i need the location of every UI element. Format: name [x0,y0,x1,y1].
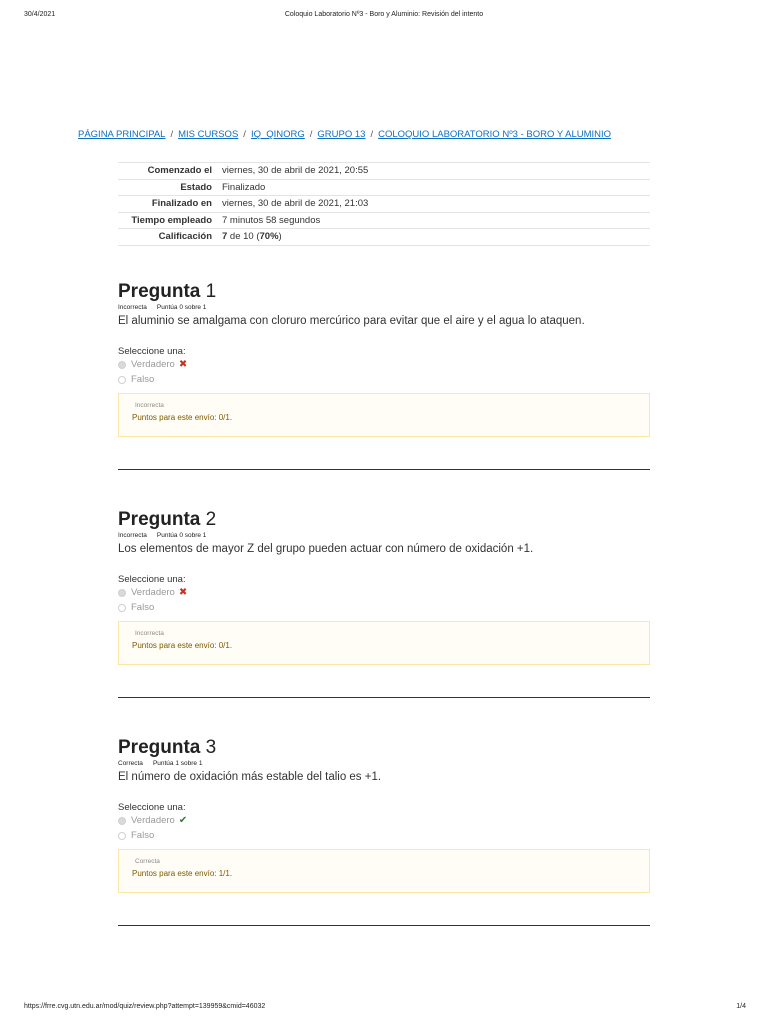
feedback-mark: Puntos para este envío: 0/1. [132,413,233,422]
question-grade: Puntúa 1 sobre 1 [152,760,203,767]
question-grade: Puntúa 0 sobre 1 [156,532,207,539]
answer-label: Falso [131,374,155,385]
cross-icon: ✖ [178,359,188,370]
print-date: 30/4/2021 [24,11,56,18]
summary-row [118,163,650,180]
question-number: 2 [205,509,217,530]
breadcrumb-course[interactable]: IQ_QINORG [250,129,305,140]
summary-row [118,196,650,213]
cross-icon: ✖ [178,587,188,598]
answer-label: Falso [131,830,155,841]
feedback-box [118,621,650,665]
summary-row [118,179,650,196]
question-title [118,281,650,303]
question-word: Pregunta [118,509,201,530]
summary-row [118,229,650,246]
print-title: Coloquio Laboratorio Nº3 - Boro y Aluminio: Revisión del intento [284,11,484,18]
answer-label: Verdadero [131,815,175,826]
question-text: El aluminio se amalgama con cloruro mercúrico para evitar que el aire y el agua lo ataquen. [118,315,585,327]
summary-value: Finalizado [222,179,650,196]
grade-points: 7 [222,231,228,243]
feedback-state: Incorrecta [135,630,164,637]
answer-label: Verdadero [131,359,175,370]
radio-unselected[interactable] [118,376,126,384]
breadcrumb-home[interactable]: PÁGINA PRINCIPAL [78,129,166,140]
summary-label: Finalizado en [118,196,222,213]
answer-option-true[interactable] [118,357,650,372]
summary-label: Estado [118,179,222,196]
radio-unselected[interactable] [118,604,126,612]
question-word: Pregunta [118,737,201,758]
question-text: Los elementos de mayor Z del grupo pueden actuar con número de oxidación +1. [118,543,534,555]
question-state: Correcta [118,760,143,767]
question-3 [118,737,650,893]
summary-value: viernes, 30 de abril de 2021, 21:03 [222,196,650,213]
breadcrumb-group[interactable]: GRUPO 13 [317,129,366,140]
answer-option-true[interactable] [118,813,650,828]
radio-unselected[interactable] [118,832,126,840]
feedback-mark: Puntos para este envío: 1/1. [132,869,233,878]
question-number: 3 [205,737,217,758]
radio-selected[interactable] [118,817,126,825]
grade-of: de 10 ( [227,231,260,243]
attempt-summary-table [118,162,650,246]
answer-label: Falso [131,602,155,613]
summary-label: Tiempo empleado [118,212,222,229]
question-state: Incorrecta [118,304,147,311]
question-title [118,737,650,759]
summary-row [118,212,650,229]
summary-value: viernes, 30 de abril de 2021, 20:55 [222,163,650,180]
answer-label: Verdadero [131,587,175,598]
summary-label: Calificación [118,229,222,246]
question-title [118,509,650,531]
question-state: Incorrecta [118,532,147,539]
question-grade: Puntúa 0 sobre 1 [156,304,207,311]
grade-percent: 70% [259,231,279,243]
answer-option-false[interactable] [118,828,650,843]
print-page-number: 1/4 [736,1003,746,1010]
answer-option-false[interactable] [118,600,650,615]
breadcrumb [78,129,611,140]
breadcrumb-separator: / [309,129,313,140]
summary-label: Comenzado el [118,163,222,180]
answer-option-false[interactable] [118,372,650,387]
breadcrumb-separator: / [370,129,374,140]
answer-prompt: Seleccione una: [118,574,186,585]
grade-close: ) [278,231,282,243]
question-1 [118,281,650,437]
question-divider [118,697,650,698]
radio-selected[interactable] [118,589,126,597]
breadcrumb-separator: / [243,129,246,140]
feedback-state: Correcta [135,858,160,865]
question-info [118,532,650,542]
question-number: 1 [205,281,217,302]
question-info [118,304,650,314]
question-word: Pregunta [118,281,201,302]
question-divider [118,469,650,470]
print-url: https://frre.cvg.utn.edu.ar/mod/quiz/review.php?attempt=139959&cmid=46032 [24,1003,266,1010]
grade-value [222,229,650,246]
breadcrumb-my-courses[interactable]: MIS CURSOS [178,129,239,140]
question-2 [118,509,650,665]
check-icon: ✔ [178,815,188,826]
answer-prompt: Seleccione una: [118,802,186,813]
radio-selected[interactable] [118,361,126,369]
answer-option-true[interactable] [118,585,650,600]
summary-value: 7 minutos 58 segundos [222,212,650,229]
question-text: El número de oxidación más estable del talio es +1. [118,771,382,783]
question-divider [118,925,650,926]
breadcrumb-separator: / [170,129,174,140]
feedback-box [118,849,650,893]
feedback-state: Incorrecta [135,402,164,409]
feedback-box [118,393,650,437]
breadcrumb-quiz[interactable]: COLOQUIO LABORATORIO Nº3 - BORO Y ALUMINIO [378,129,612,140]
answer-prompt: Seleccione una: [118,346,186,357]
feedback-mark: Puntos para este envío: 0/1. [132,641,233,650]
question-info [118,760,650,770]
